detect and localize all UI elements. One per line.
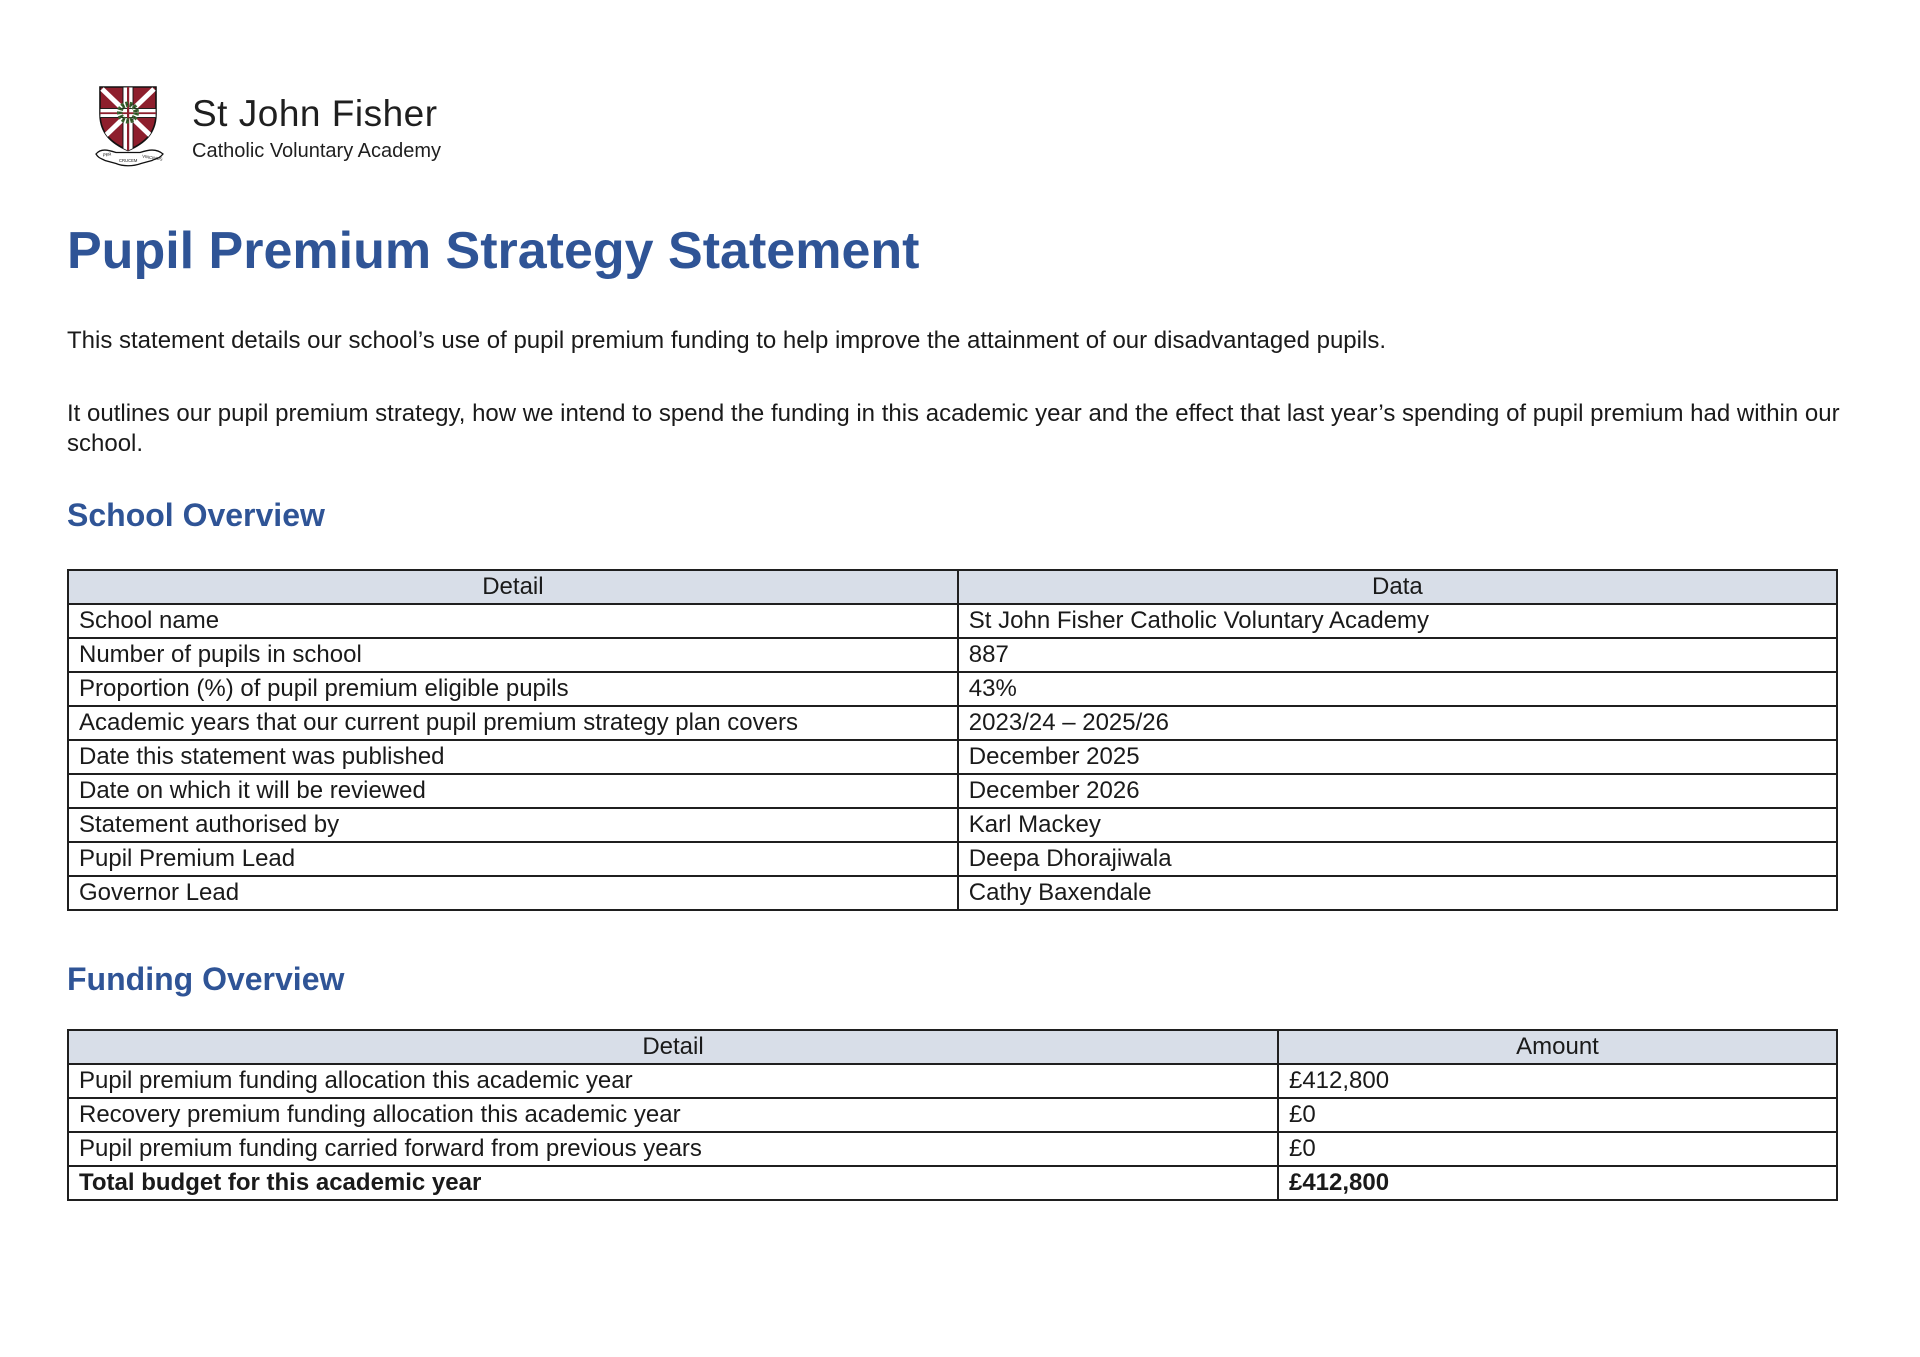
value-cell: £412,800 [1278, 1166, 1837, 1200]
detail-cell: Pupil premium funding carried forward from previous years [68, 1132, 1278, 1166]
table-row [68, 1064, 1837, 1098]
detail-cell: Number of pupils in school [68, 638, 958, 672]
section-heading-school-overview: School Overview [67, 497, 325, 533]
table-row [68, 604, 1837, 638]
school-logo-header [94, 84, 1920, 170]
table-header-row [68, 570, 1837, 604]
value-cell: St John Fisher Catholic Voluntary Academy [958, 604, 1837, 638]
value-cell: Deepa Dhorajiwala [958, 842, 1837, 876]
funding-overview-table [67, 1029, 1838, 1201]
column-header-detail: Detail [68, 1030, 1278, 1064]
school-logo-text [192, 84, 441, 163]
school-name: St John Fisher [192, 93, 438, 134]
table-row [68, 808, 1837, 842]
table-row [68, 1098, 1837, 1132]
value-cell: December 2025 [958, 740, 1837, 774]
table-row [68, 842, 1837, 876]
detail-cell: Pupil Premium Lead [68, 842, 958, 876]
value-cell: Cathy Baxendale [958, 876, 1837, 910]
column-header-data: Data [958, 570, 1837, 604]
intro-paragraph-1: This statement details our school’s use of pupil premium funding to help improve the attainment of our disadvantaged pupils. [67, 327, 1386, 354]
value-cell: Karl Mackey [958, 808, 1837, 842]
svg-text:CRUCEM: CRUCEM [119, 157, 138, 163]
detail-cell: Governor Lead [68, 876, 958, 910]
detail-cell: Date this statement was published [68, 740, 958, 774]
value-cell: 887 [958, 638, 1837, 672]
svg-text:PER: PER [102, 151, 112, 158]
detail-cell: Recovery premium funding allocation this academic year [68, 1098, 1278, 1132]
table-row [68, 876, 1837, 910]
detail-cell: Date on which it will be reviewed [68, 774, 958, 808]
value-cell: 2023/24 – 2025/26 [958, 706, 1837, 740]
table-row [68, 740, 1837, 774]
page-title: Pupil Premium Strategy Statement [67, 222, 920, 280]
table-row [68, 774, 1837, 808]
value-cell: £0 [1278, 1098, 1837, 1132]
value-cell: December 2026 [958, 774, 1837, 808]
table-header-row [68, 1030, 1837, 1064]
column-header-amount: Amount [1278, 1030, 1837, 1064]
detail-cell: Total budget for this academic year [68, 1166, 1278, 1200]
value-cell: £412,800 [1278, 1064, 1837, 1098]
motto-scroll-icon [96, 150, 163, 166]
column-header-detail: Detail [68, 570, 958, 604]
detail-cell: Proportion (%) of pupil premium eligible pupils [68, 672, 958, 706]
detail-cell: Pupil premium funding allocation this academic year [68, 1064, 1278, 1098]
table-row [68, 1132, 1837, 1166]
value-cell: 43% [958, 672, 1837, 706]
detail-cell: Academic years that our current pupil premium strategy plan covers [68, 706, 958, 740]
detail-cell: Statement authorised by [68, 808, 958, 842]
school-subtitle: Catholic Voluntary Academy [192, 140, 442, 162]
detail-cell: School name [68, 604, 958, 638]
school-overview-table [67, 569, 1838, 911]
shield-icon [100, 87, 156, 151]
table-row [68, 672, 1837, 706]
table-row [68, 638, 1837, 672]
school-crest-icon [94, 84, 166, 170]
svg-text:VINCIMUS: VINCIMUS [141, 153, 163, 162]
value-cell: £0 [1278, 1132, 1837, 1166]
table-row [68, 706, 1837, 740]
intro-paragraph-2: It outlines our pupil premium strategy, how we intend to spend the funding in this academic year and the effect that last year’s spending of pupil premium had within our school. [67, 400, 1840, 457]
table-row [68, 1166, 1837, 1200]
section-heading-funding-overview: Funding Overview [67, 961, 345, 997]
